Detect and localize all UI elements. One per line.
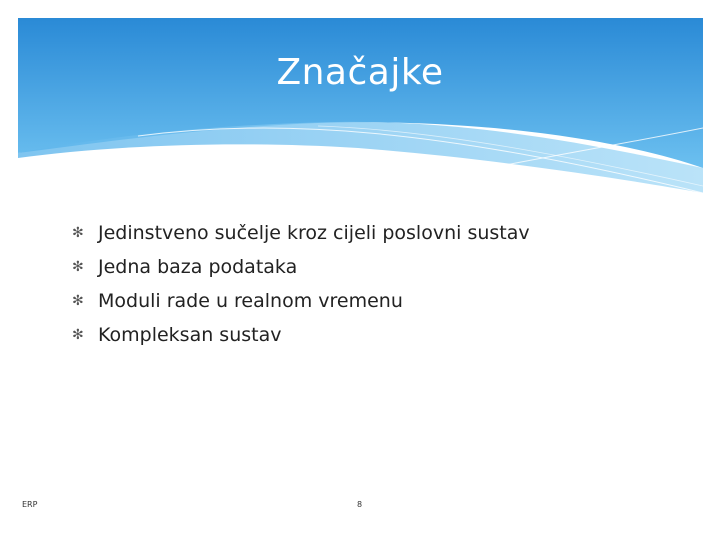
list-item [72,284,672,318]
footer-text: ERP [22,500,38,509]
header-banner [18,18,703,198]
list-item [72,216,672,250]
page-number: 8 [357,500,363,509]
asterisk-icon: ✻ [72,293,84,309]
asterisk-icon: ✻ [72,259,84,275]
bullet-text: Moduli rade u realnom vremenu [98,290,403,312]
header-wave-graphic [18,18,703,198]
list-item [72,250,672,284]
slide-title: Značajke [276,52,444,93]
bullet-list [72,216,672,352]
asterisk-icon: ✻ [72,225,84,241]
bullet-text: Jedinstveno sučelje kroz cijeli poslovni sustav [98,222,530,244]
bullet-text: Kompleksan sustav [98,324,282,346]
asterisk-icon: ✻ [72,327,84,343]
list-item [72,318,672,352]
bullet-text: Jedna baza podataka [98,256,298,278]
